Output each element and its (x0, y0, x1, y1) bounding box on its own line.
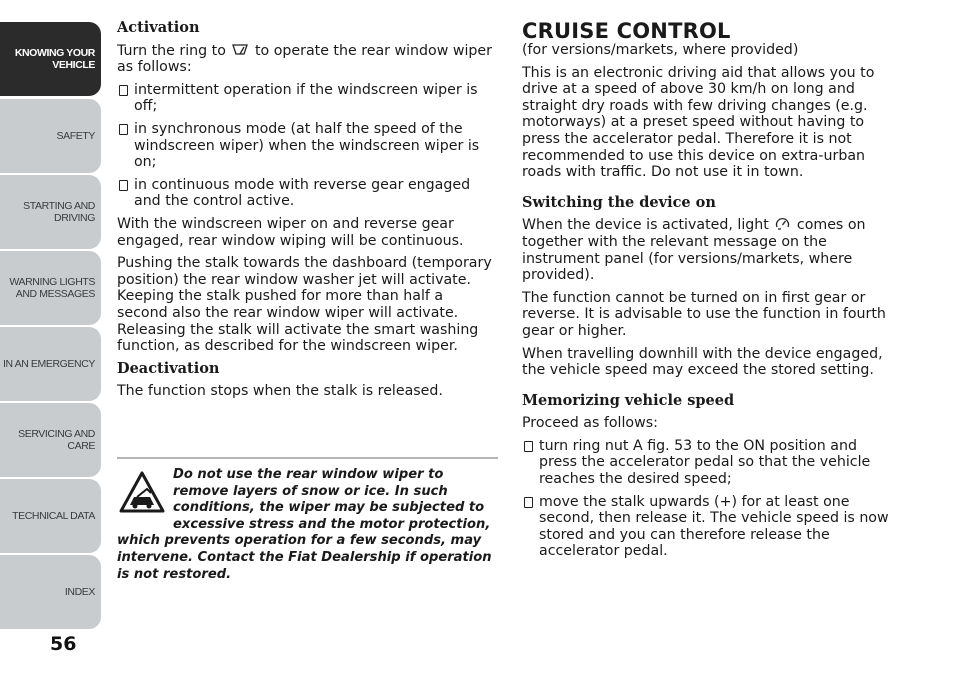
switching-paragraph (522, 217, 897, 283)
memorizing-list (522, 438, 897, 560)
intro-paragraph: This is an electronic driving aid that allows you to drive at a speed of above 30 km/h on long and straight dry roads with few driving changes (e.g. motorways) at a preset speed without having to press the accelerator pedal. Therefore it is not recommended to use this device on extra-urban roads with traffic. Do not use it in town. (522, 64, 875, 181)
right-column (522, 20, 897, 566)
tab-knowing-your-vehicle[interactable]: KNOWING YOUR VEHICLE (0, 22, 101, 96)
deactivation-heading: Deactivation (117, 359, 220, 377)
list-item: intermittent operation if the windscreen wiper is off; (117, 82, 497, 115)
tab-technical-data[interactable]: TECHNICAL DATA (0, 479, 101, 553)
switching-pre: When the device is activated, light (522, 217, 769, 234)
checkbox-bullet-icon (119, 124, 128, 135)
activation-list (117, 82, 497, 210)
rear-wiper-icon (232, 43, 248, 57)
deactivation-text: The function stops when the stalk is released. (117, 383, 443, 400)
paragraph: Pushing the stalk towards the dashboard (temporary position) the rear window washer jet will activate. Keeping the stalk pushed for more than half a second also the rear window wiper will activate. Releasing the stalk will activate the smart washing function, as described for the windscreen wiper. (117, 255, 492, 355)
list-item: in continuous mode with reverse gear engaged and the control active. (117, 177, 497, 210)
memorizing-intro: Proceed as follows: (522, 415, 658, 432)
tab-servicing-and-care[interactable]: SERVICING AND CARE (0, 403, 101, 477)
divider (117, 457, 498, 459)
checkbox-bullet-icon (119, 180, 128, 191)
activation-intro (117, 43, 497, 76)
activation-intro-pre: Turn the ring to (117, 42, 226, 59)
warning-text: Do not use the rear window wiper to remove layers of snow or ice. In such conditions, the wiper may be subjected to excessive stress and the motor protection, which prevents operation for a few seconds, may intervene. Contact the Fiat Dealership if operation is not restored. (117, 467, 492, 582)
switching-heading: Switching the device on (522, 193, 716, 211)
left-column (117, 20, 497, 406)
checkbox-bullet-icon (524, 441, 533, 452)
tab-safety[interactable]: SAFETY (0, 99, 101, 173)
checkbox-bullet-icon (524, 497, 533, 508)
warning-box (117, 467, 502, 583)
tab-warning-lights[interactable]: WARNING LIGHTS AND MESSAGES (0, 251, 101, 325)
cruise-control-light-icon (775, 217, 790, 231)
list-item: move the stalk upwards (+) for at least one second, then release it. The vehicle speed is now stored and you can therefore release the accelerator pedal. (522, 494, 897, 560)
paragraph: When travelling downhill with the device engaged, the vehicle speed may exceed the stored setting. (522, 345, 883, 379)
list-item: turn ring nut A fig. 53 to the ON position and press the accelerator pedal so that the vehicle reaches the desired speed; (522, 438, 897, 488)
section-subtitle: (for versions/markets, where provided) (522, 42, 799, 58)
paragraph: With the windscreen wiper on and reverse gear engaged, rear window wiping will be continuous. (117, 215, 464, 249)
checkbox-bullet-icon (119, 85, 128, 96)
list-item: in synchronous mode (at half the speed of the windscreen wiper) when the windscreen wiper is on; (117, 121, 497, 171)
tab-in-an-emergency[interactable]: IN AN EMERGENCY (0, 327, 101, 401)
tab-index[interactable]: INDEX (0, 555, 101, 629)
tab-starting-and-driving[interactable]: STARTING AND DRIVING (0, 175, 101, 249)
warning-triangle-icon (117, 467, 167, 517)
section-title: CRUISE CONTROL (522, 19, 731, 43)
paragraph: The function cannot be turned on in first gear or reverse. It is advisable to use the function in fourth gear or higher. (522, 289, 886, 339)
switching-post: comes on together with the relevant message on the instrument panel (for versions/markets, where provided). (522, 217, 866, 284)
page-number: 56 (50, 633, 77, 655)
memorizing-heading: Memorizing vehicle speed (522, 391, 735, 409)
activation-intro-post: to operate the rear window wiper as follows: (117, 42, 492, 76)
activation-heading: Activation (117, 19, 200, 36)
